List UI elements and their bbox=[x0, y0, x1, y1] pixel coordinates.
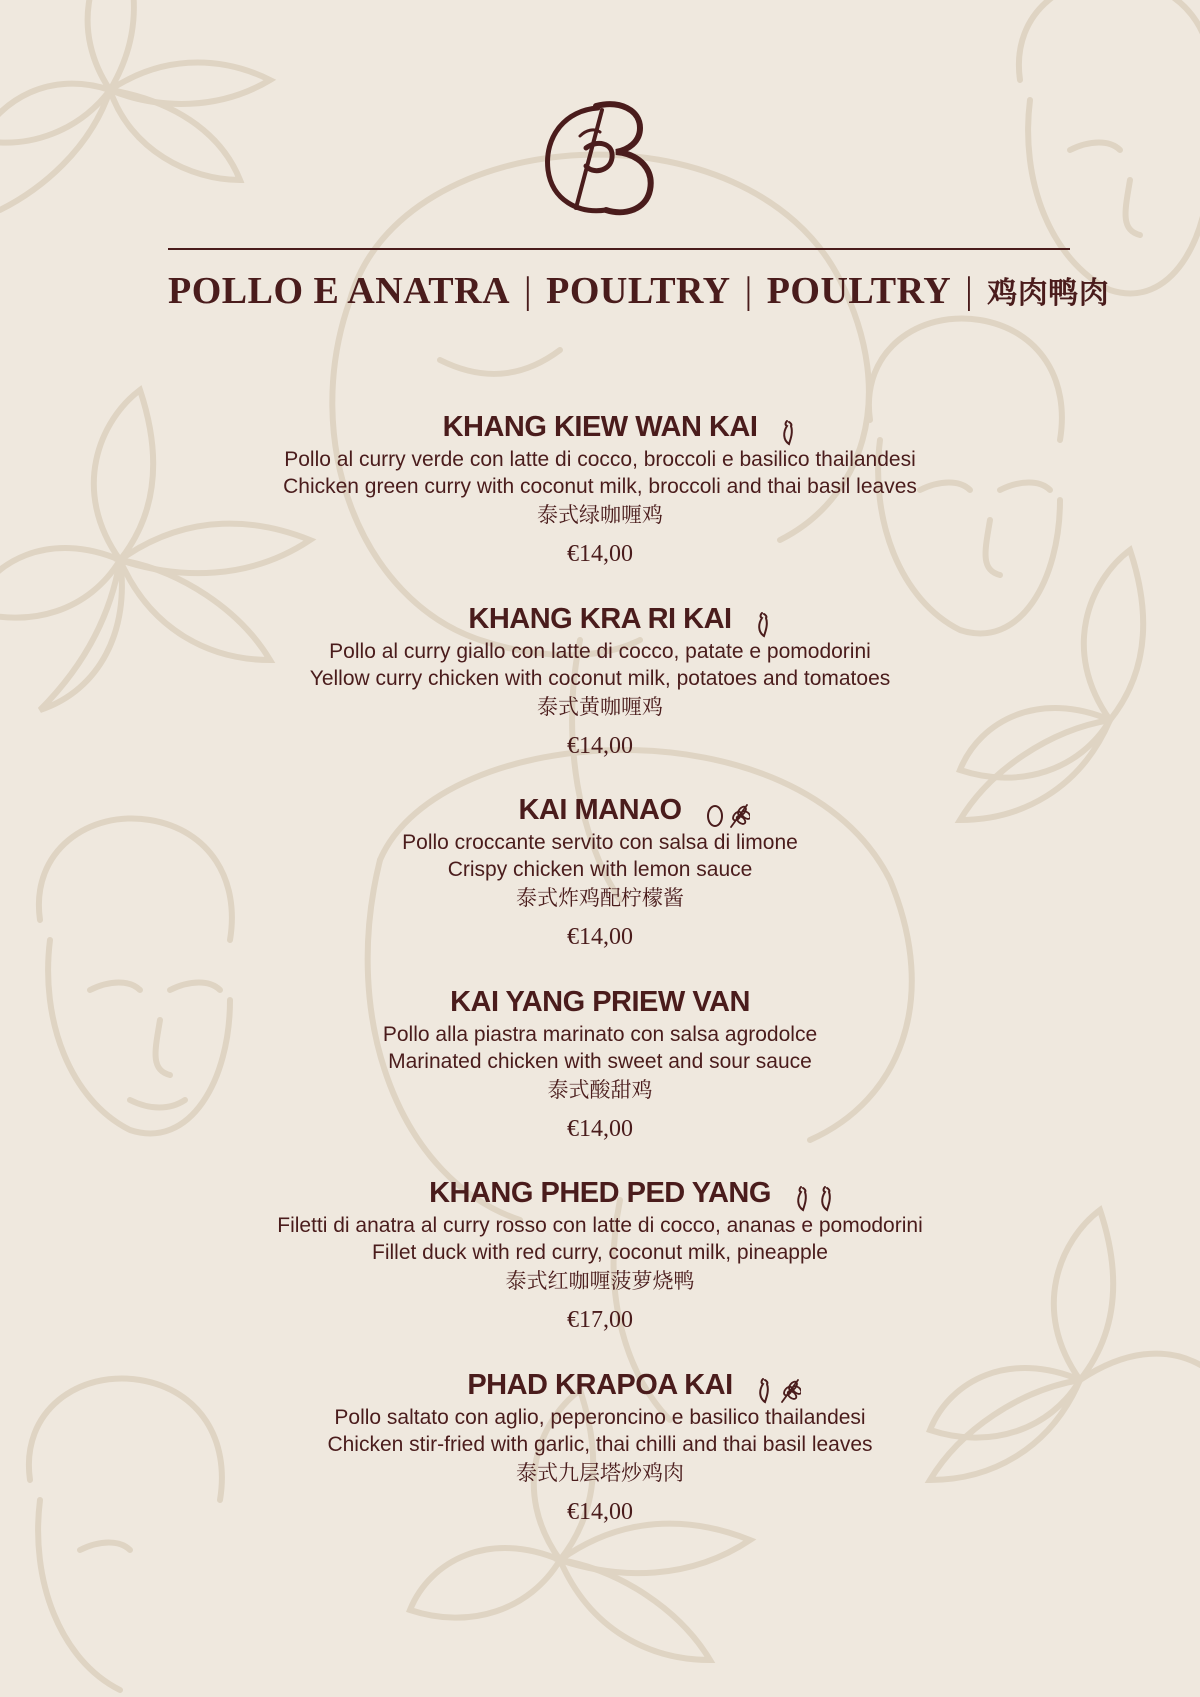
dish-icons bbox=[779, 412, 803, 450]
dish-price: €14,00 bbox=[567, 732, 633, 759]
egg-icon bbox=[704, 801, 726, 829]
dish-price: €14,00 bbox=[567, 1115, 633, 1142]
dish-price: €14,00 bbox=[567, 541, 633, 567]
menu-list bbox=[0, 408, 1200, 1557]
chili-icon bbox=[779, 418, 801, 446]
chili-icon bbox=[817, 1184, 839, 1212]
menu-item bbox=[0, 600, 1200, 792]
dish-name: KHANG KIEW WAN KAI bbox=[443, 408, 758, 446]
b-monogram-logo bbox=[536, 96, 664, 224]
header-divider bbox=[168, 248, 1070, 250]
dish-description-english: Chicken green curry with coconut milk, broccoli and thai basil leaves bbox=[283, 475, 917, 498]
menu-item bbox=[0, 791, 1200, 983]
section-title bbox=[168, 268, 1110, 313]
dish-description-chinese: 泰式黄咖喱鸡 bbox=[537, 694, 663, 719]
dish-description-chinese: 泰式炸鸡配柠檬酱 bbox=[516, 886, 684, 910]
wheat-icon bbox=[779, 1376, 801, 1404]
dish-description-english: Yellow curry chicken with coconut milk, potatoes and tomatoes bbox=[309, 666, 891, 690]
dish-description-italian: Filetti di anatra al curry rosso con latte di cocco, ananas e pomodorini bbox=[277, 1214, 923, 1237]
dish-icons bbox=[754, 604, 778, 642]
dish-description-chinese: 泰式红咖喱菠萝烧鸭 bbox=[505, 1269, 695, 1293]
dish-description-english: Crispy chicken with lemon sauce bbox=[447, 858, 753, 881]
dish-description-english: Chicken stir-fried with garlic, thai chilli and thai basil leaves bbox=[327, 1432, 873, 1456]
title-english-2: POULTRY bbox=[766, 270, 952, 312]
dish-name: KAI YANG PRIEW VAN bbox=[450, 985, 750, 1018]
dish-icons bbox=[793, 1178, 841, 1216]
dish-description-chinese: 泰式绿咖喱鸡 bbox=[537, 503, 663, 527]
menu-item bbox=[0, 1174, 1200, 1366]
menu-item bbox=[0, 983, 1200, 1175]
title-separator: | bbox=[965, 270, 974, 312]
title-separator: | bbox=[744, 270, 753, 312]
dish-icons bbox=[704, 795, 752, 833]
dish-name: PHAD KRAPOA KAI bbox=[467, 1366, 732, 1404]
dish-icons bbox=[755, 1370, 803, 1408]
chili-icon bbox=[755, 1376, 777, 1404]
dish-description-chinese: 泰式九层塔炒鸡肉 bbox=[516, 1460, 684, 1485]
dish-name: KAI MANAO bbox=[518, 791, 681, 829]
wheat-icon bbox=[728, 801, 750, 829]
menu-item bbox=[0, 1366, 1200, 1558]
title-chinese: 鸡肉鸭肉 bbox=[987, 276, 1110, 311]
chili-icon bbox=[793, 1184, 815, 1212]
dish-description-italian: Pollo alla piastra marinato con salsa agrodolce bbox=[382, 1022, 818, 1046]
title-italian: POLLO E ANATRA bbox=[168, 270, 511, 312]
title-separator: | bbox=[524, 270, 533, 312]
dish-description-italian: Pollo al curry giallo con latte di cocco, patate e pomodorini bbox=[329, 639, 871, 663]
dish-description-english: Fillet duck with red curry, coconut milk, pineapple bbox=[372, 1241, 828, 1264]
dish-description-italian: Pollo al curry verde con latte di cocco, broccoli e basilico thailandesi bbox=[284, 448, 916, 471]
dish-price: €14,00 bbox=[567, 1498, 633, 1525]
dish-description-english: Marinated chicken with sweet and sour sauce bbox=[388, 1049, 812, 1073]
dish-description-italian: Pollo saltato con aglio, peperoncino e basilico thailandesi bbox=[334, 1405, 866, 1429]
chili-icon bbox=[754, 610, 776, 638]
dish-description-italian: Pollo croccante servito con salsa di limone bbox=[402, 831, 798, 854]
dish-name: KHANG KRA RI KAI bbox=[468, 600, 731, 638]
dish-description-chinese: 泰式酸甜鸡 bbox=[547, 1077, 653, 1102]
title-english: POULTRY bbox=[546, 270, 731, 312]
dish-name: KHANG PHED PED YANG bbox=[429, 1174, 771, 1212]
dish-price: €17,00 bbox=[567, 1307, 633, 1333]
dish-price: €14,00 bbox=[567, 924, 633, 950]
menu-item bbox=[0, 408, 1200, 600]
